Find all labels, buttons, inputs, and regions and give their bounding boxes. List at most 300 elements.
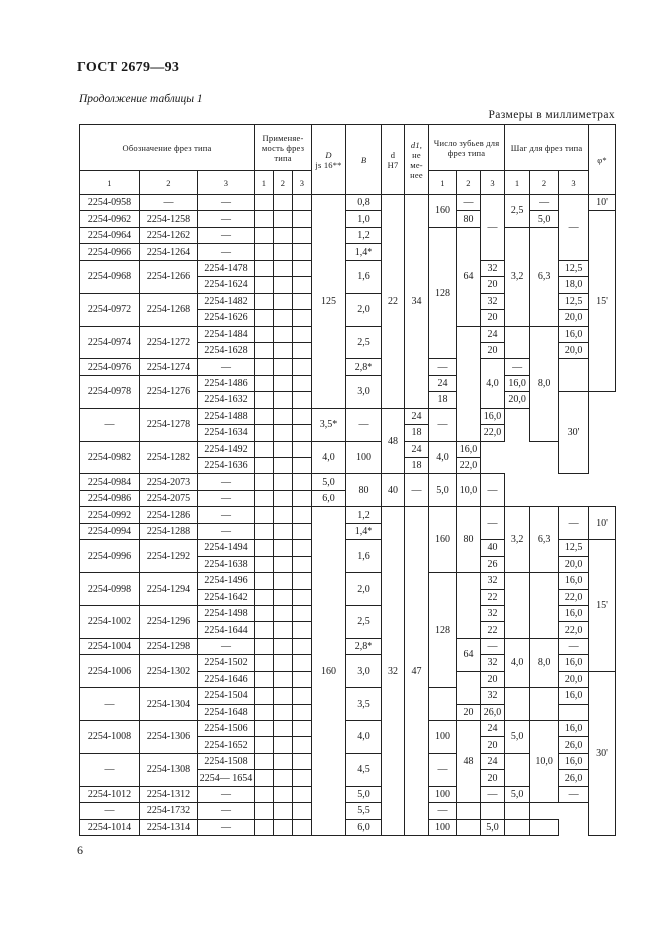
cell: 48 <box>457 721 481 803</box>
cell <box>293 458 312 474</box>
cell: 2254-1258 <box>140 211 198 227</box>
cell <box>293 392 312 408</box>
cell <box>255 277 274 293</box>
cell: 20 <box>481 277 505 293</box>
cell: 20 <box>457 704 481 720</box>
d1-note: не ме-нее <box>410 149 423 180</box>
cell: 18 <box>429 392 457 408</box>
cell <box>293 211 312 227</box>
col-header-teeth: Число зубьев для фрез типа <box>429 125 505 171</box>
cell: 2254-1494 <box>198 540 255 556</box>
cell: — <box>481 195 505 261</box>
cell <box>255 786 274 802</box>
cell <box>255 605 274 621</box>
cell: 2254-1484 <box>198 326 255 342</box>
cell <box>293 573 312 589</box>
cell: 2254-0974 <box>80 326 140 359</box>
units-note: Размеры в миллиметрах <box>488 109 615 121</box>
cell: 80 <box>346 474 382 507</box>
cell: 1,6 <box>346 540 382 573</box>
col-header-b: B <box>346 125 382 195</box>
cell <box>293 556 312 572</box>
subhead-1: 1 <box>429 171 457 195</box>
col-header-phi: φ* <box>589 125 616 195</box>
cell <box>274 523 293 539</box>
col-header-d1 <box>405 125 429 195</box>
cell <box>255 244 274 260</box>
cell <box>255 737 274 753</box>
cell: 5,0 <box>481 819 505 835</box>
cell: 0,8 <box>346 195 382 211</box>
cell: — <box>429 803 457 819</box>
cell <box>255 704 274 720</box>
cell: 30' <box>589 671 616 835</box>
cell: 2254-1304 <box>140 688 198 721</box>
cell: 24 <box>481 326 505 342</box>
cell <box>274 507 293 523</box>
cell: 2254-1288 <box>140 523 198 539</box>
cell: 2,8* <box>346 638 382 654</box>
cell: 4,0 <box>429 441 457 474</box>
cell: 5,0 <box>346 786 382 802</box>
cell: 12,5 <box>559 293 589 309</box>
cell: — <box>198 803 255 819</box>
cell: 1,4* <box>346 244 382 260</box>
cell: 5,0 <box>505 786 530 802</box>
cell: 22 <box>481 622 505 638</box>
cell: 16,0 <box>505 375 530 391</box>
cell: 6,0 <box>346 819 382 835</box>
cell <box>293 655 312 671</box>
cell <box>293 753 312 769</box>
cell: 32 <box>481 573 505 589</box>
cell <box>255 638 274 654</box>
cell: 16,0 <box>457 441 481 457</box>
cell: 2254-1276 <box>140 375 198 408</box>
cell <box>255 803 274 819</box>
table-row <box>80 573 616 589</box>
cell: 2254-0962 <box>80 211 140 227</box>
cell: 16,0 <box>559 326 589 342</box>
cell: 2254-0986 <box>80 490 140 506</box>
cell: 1,2 <box>346 227 382 243</box>
cell: — <box>481 507 505 540</box>
cell: 2254-1478 <box>198 260 255 276</box>
cell: 16,0 <box>559 605 589 621</box>
cell <box>274 375 293 391</box>
cell: 2254-0982 <box>80 441 140 474</box>
cell: 100 <box>429 786 457 802</box>
cell <box>293 803 312 819</box>
cell <box>293 195 312 211</box>
cell <box>293 310 312 326</box>
cell: 2254-1006 <box>80 655 140 688</box>
cell: 3,5* <box>312 408 346 441</box>
table-row <box>80 227 616 243</box>
cell <box>293 671 312 687</box>
cell: 2254-1508 <box>198 753 255 769</box>
subhead-3: 3 <box>481 171 505 195</box>
cell <box>274 819 293 835</box>
cell: 26,0 <box>481 704 505 720</box>
cell: 100 <box>429 721 457 754</box>
cell: 2254-1264 <box>140 244 198 260</box>
cell: 2254-0976 <box>80 359 140 375</box>
cell <box>255 622 274 638</box>
cell: 2254-1486 <box>198 375 255 391</box>
table-row <box>80 211 616 227</box>
cell: 12,5 <box>559 540 589 556</box>
cell: 32 <box>481 293 505 309</box>
cell <box>255 474 274 490</box>
cell: 2254-1506 <box>198 721 255 737</box>
cell-d1: 47 <box>405 507 429 836</box>
cell: 2254-1306 <box>140 721 198 754</box>
cell <box>255 671 274 687</box>
cell <box>274 605 293 621</box>
cell <box>530 819 559 835</box>
cell: 2254-1286 <box>140 507 198 523</box>
cell <box>293 622 312 638</box>
subhead-3: 3 <box>198 171 255 195</box>
cell: 24 <box>405 408 429 424</box>
cell <box>255 770 274 786</box>
cell: — <box>80 408 140 441</box>
subhead-3: 3 <box>559 171 589 195</box>
cell <box>255 342 274 358</box>
cell: — <box>481 474 505 507</box>
cell <box>274 293 293 309</box>
cell: — <box>140 195 198 211</box>
cell: — <box>530 195 559 211</box>
cell: — <box>429 359 457 375</box>
table-row <box>80 326 616 342</box>
document-standard-number: ГОСТ 2679—93 <box>77 60 180 75</box>
cell: 2254-1296 <box>140 605 198 638</box>
cell: — <box>198 195 255 211</box>
cell: 2254-1624 <box>198 277 255 293</box>
cell <box>293 293 312 309</box>
col-header-d-bore <box>382 125 405 195</box>
cell <box>293 474 312 490</box>
cell <box>481 803 505 819</box>
cell <box>274 671 293 687</box>
cell <box>293 688 312 704</box>
cell: 2254-1632 <box>198 392 255 408</box>
cell: 2254-0978 <box>80 375 140 408</box>
cell <box>274 474 293 490</box>
cell <box>255 589 274 605</box>
cell <box>274 490 293 506</box>
cell: 32 <box>481 605 505 621</box>
cell: 1,4* <box>346 523 382 539</box>
cell: 20,0 <box>505 392 530 408</box>
table-continuation-label: Продолжение таблицы 1 <box>79 93 203 105</box>
cell: — <box>198 786 255 802</box>
cell <box>255 507 274 523</box>
cell: — <box>559 638 589 654</box>
cell: 3,5 <box>346 688 382 721</box>
subhead-1: 1 <box>505 171 530 195</box>
cell: 160 <box>429 195 457 228</box>
cell <box>274 310 293 326</box>
cell <box>274 425 293 441</box>
cell: 16,0 <box>559 721 589 737</box>
cell <box>429 688 457 721</box>
cell <box>293 342 312 358</box>
cutter-dimensions-table <box>79 124 616 836</box>
subhead-1: 1 <box>255 171 274 195</box>
cell: 2254-1496 <box>198 573 255 589</box>
cell <box>255 458 274 474</box>
table-row <box>80 638 616 654</box>
cell <box>293 704 312 720</box>
cell <box>255 441 274 457</box>
cell: — <box>481 638 505 654</box>
cell: 2254-1302 <box>140 655 198 688</box>
cell <box>457 326 481 441</box>
cell: — <box>80 803 140 819</box>
cell: 2254-1274 <box>140 359 198 375</box>
d-outer-symbol: D <box>325 149 332 160</box>
cell: 24 <box>481 721 505 737</box>
cell: 100 <box>429 819 457 835</box>
cell: 15' <box>589 540 616 672</box>
cell: 18 <box>405 425 429 441</box>
cell <box>255 573 274 589</box>
table-row <box>80 721 616 737</box>
cell <box>274 277 293 293</box>
cell: — <box>198 211 255 227</box>
cell <box>274 704 293 720</box>
subhead-2: 2 <box>530 171 559 195</box>
cell <box>274 540 293 556</box>
cell <box>274 655 293 671</box>
subhead-1: 1 <box>80 171 140 195</box>
cell: 2254-1638 <box>198 556 255 572</box>
cell: — <box>198 227 255 243</box>
cell: — <box>198 359 255 375</box>
cell: 1,6 <box>346 260 382 293</box>
cell <box>255 523 274 539</box>
cell <box>293 244 312 260</box>
cell: 2254-1488 <box>198 408 255 424</box>
cell: 40 <box>481 540 505 556</box>
cell <box>505 688 530 721</box>
cell: 2254-1308 <box>140 753 198 786</box>
cell: 2254-1648 <box>198 704 255 720</box>
col-header-applicability: Применяе-мость фрез типа <box>255 125 312 171</box>
cell: 22,0 <box>481 425 505 441</box>
cell: — <box>559 507 589 540</box>
col-header-pitch: Шаг для фрез типа <box>505 125 589 171</box>
cell: 20 <box>481 737 505 753</box>
cell: — <box>198 490 255 506</box>
cell: 2254-1502 <box>198 655 255 671</box>
cell: 2254-0996 <box>80 540 140 573</box>
cell: 2254-0968 <box>80 260 140 293</box>
cell: 2254-1732 <box>140 803 198 819</box>
cell: 2254-1282 <box>140 441 198 474</box>
cell: 22,0 <box>559 589 589 605</box>
cell: — <box>198 244 255 260</box>
cell <box>274 556 293 572</box>
cell: 2,0 <box>346 293 382 326</box>
cell <box>274 803 293 819</box>
cell: 2254-1498 <box>198 605 255 621</box>
d1-symbol: d1, <box>410 139 423 150</box>
cell: 2254-1002 <box>80 605 140 638</box>
cell <box>255 408 274 424</box>
cell: — <box>198 638 255 654</box>
cell: — <box>559 786 589 802</box>
cell: 128 <box>429 227 457 359</box>
cell <box>293 721 312 737</box>
cell: — <box>457 195 481 211</box>
cell: 2,8* <box>346 359 382 375</box>
cell: 6,3 <box>530 507 559 573</box>
cell: 80 <box>457 507 481 573</box>
cell: 10' <box>589 195 616 211</box>
cell: 2254-1292 <box>140 540 198 573</box>
cell: — <box>429 753 457 786</box>
cell: 2254-1504 <box>198 688 255 704</box>
subhead-3: 3 <box>293 171 312 195</box>
cell: 2,0 <box>346 573 382 606</box>
cell <box>274 770 293 786</box>
cell: 40 <box>382 474 405 507</box>
cell: 2254-1482 <box>198 293 255 309</box>
cell: 2254-1004 <box>80 638 140 654</box>
cell: 3,0 <box>346 375 382 408</box>
d-bore-tolerance: H7 <box>387 159 399 170</box>
cell: 2254-1268 <box>140 293 198 326</box>
cell <box>457 803 481 819</box>
cell <box>505 326 530 359</box>
cell <box>255 819 274 835</box>
cell: 1,0 <box>346 211 382 227</box>
cell: 20 <box>481 770 505 786</box>
cell: 1,2 <box>346 507 382 523</box>
cell <box>255 211 274 227</box>
cell: — <box>429 408 457 441</box>
cell <box>293 770 312 786</box>
cell: 26,0 <box>559 770 589 786</box>
cell: 4,5 <box>346 753 382 786</box>
cell: 8,0 <box>530 326 559 441</box>
cell <box>255 359 274 375</box>
table-row <box>80 195 616 211</box>
cell: 2254-1014 <box>80 819 140 835</box>
cell <box>255 227 274 243</box>
cell <box>274 638 293 654</box>
cell: — <box>80 753 140 786</box>
cell: 2254-1634 <box>198 425 255 441</box>
cell <box>274 573 293 589</box>
cell: 5,0 <box>429 474 457 507</box>
cell: 2254-0966 <box>80 244 140 260</box>
cell: 32 <box>481 655 505 671</box>
cell: 3,0 <box>346 655 382 688</box>
cell: 8,0 <box>530 638 559 687</box>
cell <box>274 737 293 753</box>
cell: 24 <box>481 753 505 769</box>
cell-d1: 34 <box>405 195 429 409</box>
cell: 2254-2073 <box>140 474 198 490</box>
cell <box>255 260 274 276</box>
cell <box>274 408 293 424</box>
cell: 16,0 <box>481 408 505 424</box>
cell <box>274 195 293 211</box>
cell: 2254-1272 <box>140 326 198 359</box>
cell: 20,0 <box>559 342 589 358</box>
cell <box>255 425 274 441</box>
cell <box>293 375 312 391</box>
cell: — <box>481 786 505 802</box>
cell: 2,5 <box>505 195 530 228</box>
cell-d-bore: 22 <box>382 195 405 409</box>
cell <box>274 753 293 769</box>
cell <box>255 556 274 572</box>
cell: 160 <box>429 507 457 573</box>
cell: 15' <box>589 211 616 392</box>
cell-d-bore: 32 <box>382 507 405 836</box>
cell <box>293 638 312 654</box>
cell <box>274 786 293 802</box>
col-header-d-outer <box>312 125 346 195</box>
cell <box>293 786 312 802</box>
cell: 2254-0992 <box>80 507 140 523</box>
cell <box>505 753 530 786</box>
cell: — <box>346 408 382 441</box>
cell: 2254-1278 <box>140 408 198 441</box>
cell: 2254-1262 <box>140 227 198 243</box>
cell: 20,0 <box>559 310 589 326</box>
subhead-2: 2 <box>140 171 198 195</box>
cell: — <box>198 523 255 539</box>
cell <box>274 244 293 260</box>
cell: 2254-1008 <box>80 721 140 754</box>
cell <box>293 227 312 243</box>
cell: 2254-0972 <box>80 293 140 326</box>
cell: 16,0 <box>559 753 589 769</box>
col-header-designation: Обозначение фрез типа <box>80 125 255 171</box>
cell: 5,0 <box>530 211 559 227</box>
cell <box>274 227 293 243</box>
cell: 24 <box>405 441 429 457</box>
cell <box>293 277 312 293</box>
cell: 80 <box>457 211 481 227</box>
cell: 2254-1636 <box>198 458 255 474</box>
cell: 16,0 <box>559 655 589 671</box>
cell: 20 <box>481 342 505 358</box>
cell: 18 <box>405 458 429 474</box>
cell: 64 <box>457 227 481 326</box>
cell: 22 <box>481 589 505 605</box>
cell <box>274 622 293 638</box>
cell <box>274 342 293 358</box>
cell: 2254— 1654 <box>198 770 255 786</box>
cell: 12,5 <box>559 260 589 276</box>
cell: 48 <box>382 408 405 474</box>
cell <box>274 326 293 342</box>
cell <box>255 293 274 309</box>
cell: 32 <box>481 260 505 276</box>
cell: 20,0 <box>559 671 589 687</box>
cell: — <box>559 195 589 261</box>
cell: 18,0 <box>559 277 589 293</box>
cell: — <box>505 359 530 375</box>
